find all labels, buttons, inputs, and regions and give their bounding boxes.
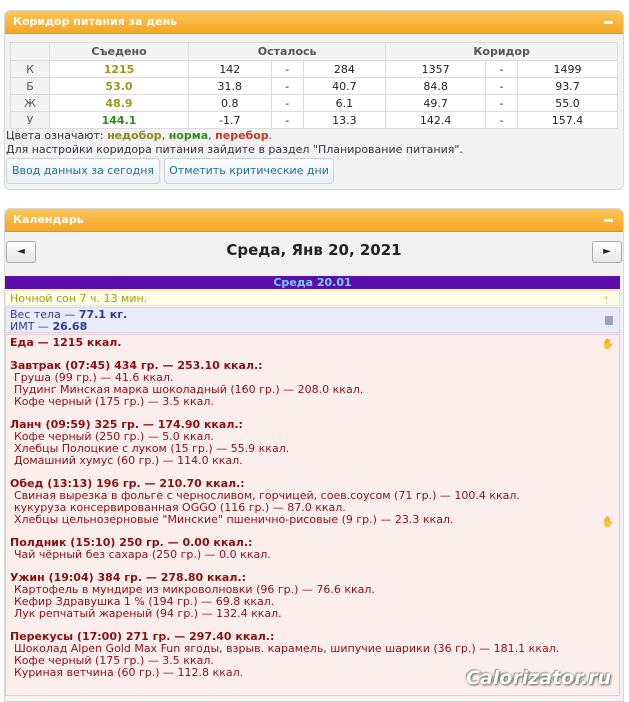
bmi-label: ИМТ —	[10, 320, 53, 333]
eaten-value: 1215	[50, 61, 189, 78]
dash: -	[271, 61, 303, 78]
food-item: Пудинг Минская марка шоколадный (160 гр.) — 208.0 ккал.	[14, 383, 364, 396]
header-left: Осталось	[189, 43, 386, 61]
row-label: Б	[11, 78, 50, 95]
corr-max: 93.7	[518, 78, 618, 95]
legend-comma-2: ,	[208, 129, 212, 142]
collapse-icon[interactable]	[604, 219, 613, 222]
legend-comma-1: ,	[161, 129, 166, 142]
food-item: Груша (99 гр.) — 41.6 ккал.	[14, 371, 174, 384]
left-max: 40.7	[303, 78, 386, 95]
food-item: Чай чёрный без сахара (250 гр.) — 0.0 ккал.	[14, 548, 271, 561]
table-row	[11, 112, 618, 129]
food-item: Хлебцы Полоцкие с луком (15 гр.) — 55.9 ккал.	[14, 442, 290, 455]
food-item: Свиная вырезка в фольге с черносливом, горчицей, соев.соусом (71 гр.) — 100.4 ккал.	[14, 489, 520, 502]
corr-min: 84.8	[386, 78, 486, 95]
food-item: Кофе черный (250 гр.) — 5.0 ккал.	[14, 430, 214, 443]
corridor-panel-title: Коридор питания за день	[13, 15, 178, 28]
corr-min: 142.4	[386, 112, 486, 129]
dash: -	[486, 61, 518, 78]
food-item: Кофе черный (175 гр.) — 3.5 ккал.	[14, 654, 214, 667]
legend-prefix: Цвета означают:	[6, 129, 104, 142]
weight-entry[interactable]	[5, 307, 620, 333]
row-label: У	[11, 112, 50, 129]
legend-norm: норма	[168, 129, 209, 142]
food-entry[interactable]	[5, 334, 620, 696]
meal-header: Ужин (19:04) 384 гр. — 278.80 ккал.:	[10, 571, 246, 584]
corr-min: 1357	[386, 61, 486, 78]
date-title: Среда, Янв 20, 2021	[226, 241, 402, 259]
meal-header: Завтрак (07:45) 434 гр. — 253.10 ккал.:	[10, 359, 263, 372]
left-min: 142	[189, 61, 272, 78]
corr-min: 49.7	[386, 95, 486, 112]
corr-max: 1499	[518, 61, 618, 78]
left-max: 284	[303, 61, 386, 78]
prev-day-button[interactable]: ◄	[6, 241, 36, 263]
left-min: 31.8	[189, 78, 272, 95]
bmi-line	[10, 321, 619, 333]
food-item: Кофе черный (175 гр.) — 3.5 ккал.	[14, 395, 214, 408]
corr-max: 157.4	[518, 112, 618, 129]
critical-days-button[interactable]: Отметить критические дни	[164, 158, 334, 184]
weight-value: 77.1 кг.	[78, 308, 128, 321]
food-item: Куриная ветчина (60 гр.) — 112.8 ккал.	[14, 666, 244, 679]
food-item: Картофель в мундире из микроволновки (96 гр.) — 76.6 ккал.	[14, 583, 375, 596]
eaten-value: 48.9	[50, 95, 189, 112]
dash: -	[486, 95, 518, 112]
header-corridor: Коридор	[386, 43, 618, 61]
table-row	[11, 61, 618, 78]
calendar-panel-title: Календарь	[13, 213, 84, 226]
food-item: кукуруза консервированная OGGO (116 гр.) — 87.0 ккал.	[14, 501, 346, 514]
color-legend	[6, 129, 272, 142]
empty-header	[11, 43, 50, 61]
food-icon-2: ✋	[601, 517, 614, 528]
table-header-row	[11, 43, 618, 61]
weight-line	[10, 309, 619, 321]
dash: -	[271, 95, 303, 112]
bmi-value: 26.68	[52, 320, 88, 333]
next-day-button[interactable]: ►	[592, 241, 622, 263]
left-min: -1.7	[189, 112, 272, 129]
legend-over: перебор	[215, 129, 269, 142]
row-label: К	[11, 61, 50, 78]
sleep-text: Ночной сон 7 ч. 13 мин.	[10, 292, 148, 305]
eaten-value: 53.0	[50, 78, 189, 95]
sleep-icon: ⇡	[601, 294, 611, 307]
table-row	[11, 78, 618, 95]
dash: -	[486, 112, 518, 129]
row-label: Ж	[11, 95, 50, 112]
collapse-icon[interactable]	[604, 21, 613, 24]
eaten-value: 144.1	[50, 112, 189, 129]
meals-list	[10, 360, 619, 679]
corridor-table	[10, 42, 618, 129]
table-row	[11, 95, 618, 112]
food-item: Домашний хумус (60 гр.) — 114.0 ккал.	[14, 454, 243, 467]
meal-block	[10, 419, 619, 467]
food-item: Лук репчатый жареный (94 гр.) — 132.4 ккал.	[14, 607, 282, 620]
left-max: 13.3	[303, 112, 386, 129]
dash: -	[486, 78, 518, 95]
left-min: 0.8	[189, 95, 272, 112]
food-icon: ✋	[601, 339, 614, 350]
meal-block	[10, 572, 619, 620]
legend-period: .	[268, 129, 273, 142]
meal-block	[10, 537, 619, 561]
meal-header: Обед (13:13) 196 гр. — 210.70 ккал.:	[10, 477, 245, 490]
meal-header: Полдник (15:10) 250 гр. — 0.00 ккал.:	[10, 536, 253, 549]
dash: -	[271, 78, 303, 95]
corr-max: 55.0	[518, 95, 618, 112]
weight-label: Вес тела —	[10, 308, 79, 321]
food-item: Хлебцы цельнозерновые "Минские" пшенично-рисовые (9 гр.) — 23.3 ккал.	[14, 513, 454, 526]
left-max: 6.1	[303, 95, 386, 112]
food-total: Еда — 1215 ккал.	[10, 336, 122, 349]
food-item: Шоколад Alpen Gold Max Fun ягоды, взрыв. карамель, шипучие шарики (36 гр.) — 181.1 ккал.	[14, 642, 560, 655]
corridor-panel-header	[5, 11, 623, 34]
calendar-panel-header	[5, 209, 623, 232]
meal-block	[10, 360, 619, 408]
food-item: Кефир Здравушка 1 % (194 гр.) — 69.8 ккал.	[14, 595, 275, 608]
legend-under: недобор	[107, 129, 162, 142]
meal-block	[10, 478, 619, 526]
sleep-entry[interactable]	[5, 290, 620, 306]
day-bar[interactable]: Среда 20.01	[5, 276, 620, 289]
meal-header: Ланч (09:59) 325 гр. — 174.90 ккал.:	[10, 418, 243, 431]
dash: -	[271, 112, 303, 129]
settings-note: Для настройки коридора питания зайдите в раздел "Планирование питания".	[6, 143, 463, 156]
scale-icon	[605, 316, 613, 325]
input-today-button[interactable]: Ввод данных за сегодня	[6, 158, 160, 184]
meal-header: Перекусы (17:00) 271 гр. — 297.40 ккал.:	[10, 630, 275, 643]
watermark: Calorizator.ru	[466, 667, 612, 689]
header-eaten: Съедено	[50, 43, 189, 61]
